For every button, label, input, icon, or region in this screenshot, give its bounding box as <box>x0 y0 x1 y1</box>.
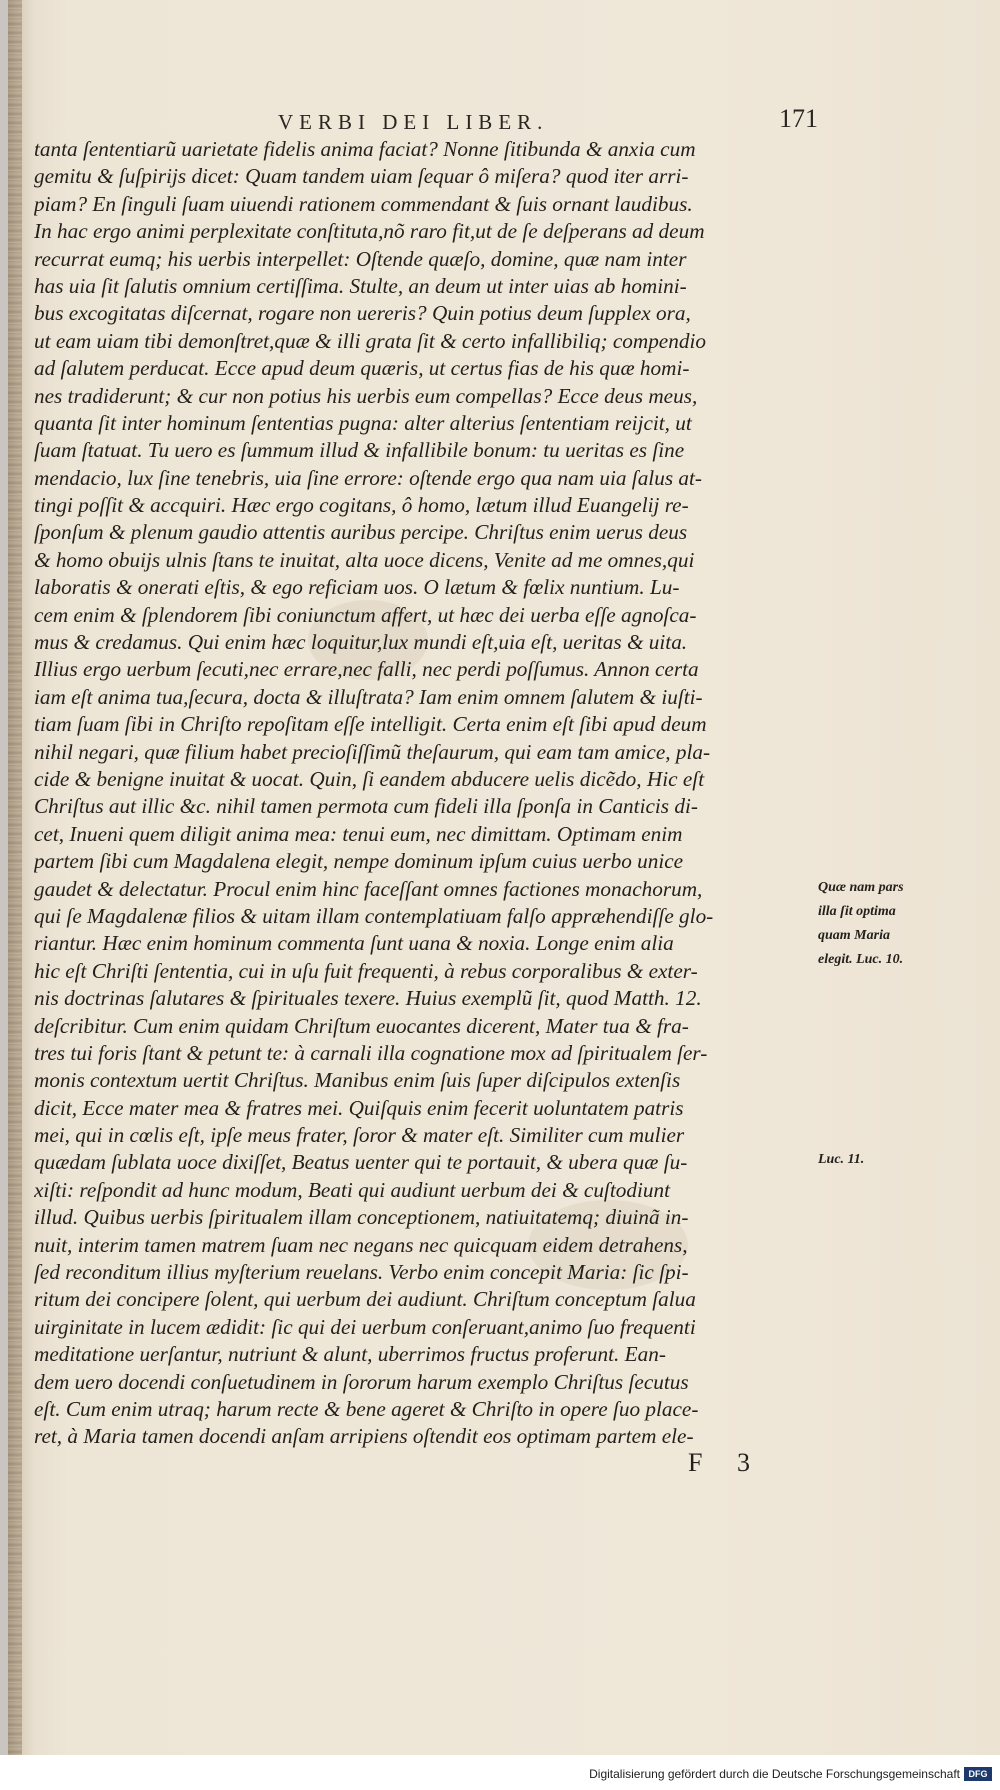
text-line: partem ſibi cum Magdalena elegit, nempe dominum ipſum cuius uerbo unice <box>34 849 684 874</box>
text-line: Illius ergo uerbum ſecuti,nec errare,nec falli, nec perdi poſſumus. Annon certa <box>34 657 699 682</box>
text-line: xiſti: reſpondit ad hunc modum, Beati qui audiunt uerbum dei & cuſtodiunt <box>34 1177 670 1202</box>
text-line: dem uero docendi conſuetudinem in ſororum harum exemplo Chriſtus ſecutus <box>34 1369 689 1394</box>
text-line: iam eſt anima tua,ſecura, docta & illuſtrata? Iam enim omnem ſalutem & iuſti- <box>34 684 703 709</box>
funding-credit: Digitalisierung gefördert durch die Deutsche Forschungsgemeinschaft <box>589 1767 960 1781</box>
text-line: bus excogitatas diſcernat, rogare non uereris? Quin potius deum ſupplex ora, <box>34 301 691 326</box>
text-line: gaudet & delectatur. Procul enim hinc faceſſant omnes factiones monachorum, <box>34 876 703 901</box>
page-number: 171 <box>779 104 818 133</box>
margin-note-line: Luc. 11. <box>818 1152 865 1167</box>
text-line: cide & benigne inuitat & uocat. Quin, ſi eandem abducere uelis dicẽdo, Hic eſt <box>34 766 705 791</box>
text-line: ad ſalutem perducat. Ecce apud deum quæris, ut certus fias de his quæ homi- <box>34 356 690 381</box>
text-line: ut eam uiam tibi demonſtret,quæ & illi grata ſit & certo infallibiliq; compendio <box>34 328 706 353</box>
page-edge <box>8 0 22 1755</box>
text-line: eſt. Cum enim utraq; harum recte & bene ageret & Chriſto in opere ſuo place- <box>34 1396 699 1421</box>
text-line: gemitu & ſuſpirijs dicet: Quam tandem uiam ſequar ô miſera? quod iter arri- <box>34 164 689 189</box>
signature-mark: F 3 <box>688 1448 764 1477</box>
text-line: ritum dei concipere ſolent, qui uerbum dei audiunt. Chriſtum conceptum ſalua <box>34 1287 696 1312</box>
text-line: quanta ſit inter hominum ſententias pugna: alter alterius ſententiam reijcit, ut <box>34 410 692 435</box>
margin-note-luke-11 <box>818 1148 948 1172</box>
text-line: mendacio, lux ſine tenebris, uia ſine errore: oſtende ergo qua nam uia ſalus at- <box>34 465 702 490</box>
text-line: tiam ſuam ſibi in Chriſto repoſitam eſſe intelligit. Certa enim eſt ſibi apud deum <box>34 712 707 737</box>
text-line: ſuam ſtatuat. Tu uero es ſummum illud & infallibile bonum: tu ueritas es ſine <box>34 438 685 463</box>
text-line: In hac ergo animi perplexitate conſtituta,nõ raro fit,ut de ſe deſperans ad deum <box>34 219 705 244</box>
page-header <box>278 104 818 138</box>
text-line: meditatione uerſantur, nutriunt & alunt, uberrimos fructus proferunt. Ean- <box>34 1342 666 1367</box>
margin-note-line: Quæ nam pars <box>818 880 904 895</box>
text-line: tanta ſententiarũ uarietate fidelis anima faciat? Nonne ſitibunda & anxia cum <box>34 137 696 161</box>
text-line: mus & credamus. Qui enim hæc loquitur,lux mundi eſt,uia eſt, ueritas & uita. <box>34 630 688 655</box>
text-line: mei, qui in cœlis eſt, ipſe meus frater, ſoror & mater eſt. Similiter cum mulier <box>34 1123 685 1148</box>
body-text <box>34 136 824 1451</box>
text-line: & homo obuijs ulnis ſtans te inuitat, alta uoce dicens, Venite ad me omnes,qui <box>34 547 695 572</box>
text-line: hic eſt Chriſti ſententia, cui in uſu fuit frequenti, à rebus corporalibus & exter- <box>34 958 698 983</box>
margin-note-line: elegit. Luc. 10. <box>818 952 904 967</box>
dfg-logo: DFG <box>964 1767 992 1781</box>
text-line: deſcribitur. Cum enim quidam Chriſtum euocantes dicerent, Mater tua & fra- <box>34 1013 689 1038</box>
text-line: qui ſe Magdalenæ filios & uitam illam contemplatiuam falſo appræhendiſſe glo- <box>34 903 714 928</box>
text-line: recurrat eumq; his uerbis interpellet: Oſtende quæſo, domine, quæ nam inter <box>34 246 687 271</box>
text-line: tres tui foris ſtant & petunt te: à carnali illa cognatione mox ad ſpiritualem ſer- <box>34 1040 708 1065</box>
text-line: Chriſtus aut illic &c. nihil tamen permota cum fideli illa ſponſa in Canticis di- <box>34 794 698 819</box>
text-line: uirginitate in lucem ædidit: ſic qui dei uerbum conſeruant,animo ſuo frequenti <box>34 1314 696 1339</box>
margin-note-line: quam Maria <box>818 928 890 943</box>
text-line: laboratis & onerati eſtis, & ego reficiam uos. O lætum & fœlix nuntium. Lu- <box>34 575 680 600</box>
text-line: ſed reconditum illius myſterium reuelans. Verbo enim concepit Maria: ſic ſpi- <box>34 1260 689 1285</box>
text-line: nihil negari, quæ filium habet precioſiſſimũ theſaurum, qui eam tam amice, pla- <box>34 739 711 764</box>
text-line: nes tradiderunt; & cur non potius his uerbis eum compellas? Ecce deus meus, <box>34 383 698 408</box>
text-line: illud. Quibus uerbis ſpiritualem illam conceptionem, natiuitatemq; diuinã in- <box>34 1205 689 1230</box>
text-line: tingi poſſit & accquiri. Hæc ergo cogitans, ô homo, lætum illud Euangelij re- <box>34 493 689 518</box>
text-line: nuit, interim tamen matrem ſuam nec negans nec quicquam eidem detrahens, <box>34 1232 688 1257</box>
text-line: riantur. Hæc enim hominum commenta ſunt uana & noxia. Longe enim alia <box>34 931 674 956</box>
text-line: monis contextum uertit Chriſtus. Manibus enim ſuis ſuper diſcipulos extenſis <box>34 1068 681 1093</box>
margin-note-line: illa ſit optima <box>818 904 896 919</box>
running-head: VERBI DEI LIBER. <box>278 110 549 134</box>
margin-note-luke-10 <box>818 876 948 972</box>
footer-bar <box>0 1755 1000 1790</box>
text-line: cem enim & ſplendorem ſibi coniunctum affert, ut hæc dei uerba eſſe agnoſca- <box>34 602 697 627</box>
text-line: ſponſum & plenum gaudio attentis auribus percipe. Chriſtus enim uerus deus <box>34 520 688 545</box>
book-page <box>8 0 1000 1755</box>
text-line: has uia ſit ſalutis omnium certiſſima. Stulte, an deum ut inter uias ab homini- <box>34 273 687 298</box>
text-line: quædam ſublata uoce dixiſſet, Beatus uenter qui te portauit, & ubera quæ ſu- <box>34 1150 688 1175</box>
text-line: cet, Inueni quem diligit anima mea: tenui eum, nec dimittam. Optimam enim <box>34 821 683 846</box>
text-line: nis doctrinas ſalutares & ſpirituales texere. Huius exemplũ ſit, quod Matth. 12. <box>34 986 702 1011</box>
text-line: piam? En ſinguli ſuam uiuendi rationem commendant & ſuis ornant laudibus. <box>34 191 693 216</box>
text-line: dicit, Ecce mater mea & fratres mei. Quiſquis enim fecerit uoluntatem patris <box>34 1095 684 1120</box>
text-line: ret, à Maria tamen docendi anſam arripiens oſtendit eos optimam partem ele- <box>34 1424 694 1449</box>
